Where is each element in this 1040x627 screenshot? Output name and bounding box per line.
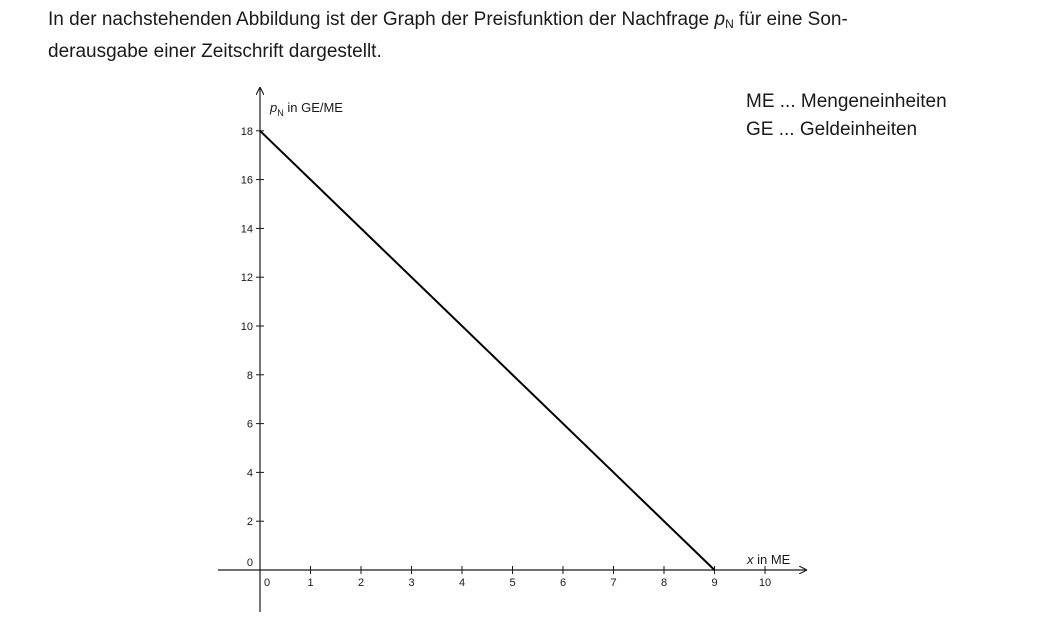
y-axis-label: [269, 100, 343, 118]
y-tick-label: 18: [240, 125, 253, 138]
x-tick-label: 6: [559, 577, 567, 589]
y-axis-label-var: p: [270, 100, 278, 115]
x-axis-label: [746, 552, 791, 567]
y-tick-label: 16: [240, 174, 253, 187]
x-tick-label: 5: [509, 577, 516, 589]
x-axis-label-var: x: [747, 552, 754, 567]
y-tick-label: 2: [246, 516, 253, 529]
intro-variable-subscript: N: [725, 17, 734, 31]
y-tick-label: 0: [246, 557, 253, 569]
y-tick-label: 10: [240, 321, 253, 333]
legend-me: ME ... Mengeneinheiten: [746, 91, 947, 112]
y-tick-label: 12: [240, 272, 253, 285]
legend-ge: GE ... Geldeinheiten: [746, 119, 918, 140]
x-tick-label: 8: [660, 577, 668, 589]
y-tick-label: 14: [240, 223, 253, 236]
intro-text-part1: In der nachstehenden Abbildung ist der Graph der Preisfunktion der Nachfrage: [48, 9, 715, 30]
x-tick-label: 1: [307, 577, 314, 589]
x-tick-label: 4: [458, 577, 466, 589]
y-axis-label-unit: in GE/ME: [283, 100, 343, 115]
x-axis-label-unit: in ME: [753, 552, 791, 567]
y-axis-label-sub: N: [277, 108, 284, 118]
intro-variable: p: [714, 9, 726, 30]
x-tick-label: 2: [357, 577, 365, 589]
y-tick-label: 8: [246, 369, 253, 382]
y-tick-label: 6: [246, 418, 253, 431]
x-tick-label: 7: [610, 577, 617, 589]
x-tick-label: 0: [263, 577, 271, 589]
intro-text-line2: derausgabe einer Zeitschrift dargestellt.: [48, 41, 382, 62]
demand-price-line: [260, 131, 715, 570]
series-layer: [260, 131, 715, 570]
x-tick-label: 9: [711, 577, 718, 589]
y-tick-label: 4: [246, 467, 253, 480]
intro-text-part2: für eine Son-: [733, 9, 848, 30]
x-tick-label: 10: [758, 577, 772, 589]
x-tick-label: 3: [408, 577, 415, 589]
